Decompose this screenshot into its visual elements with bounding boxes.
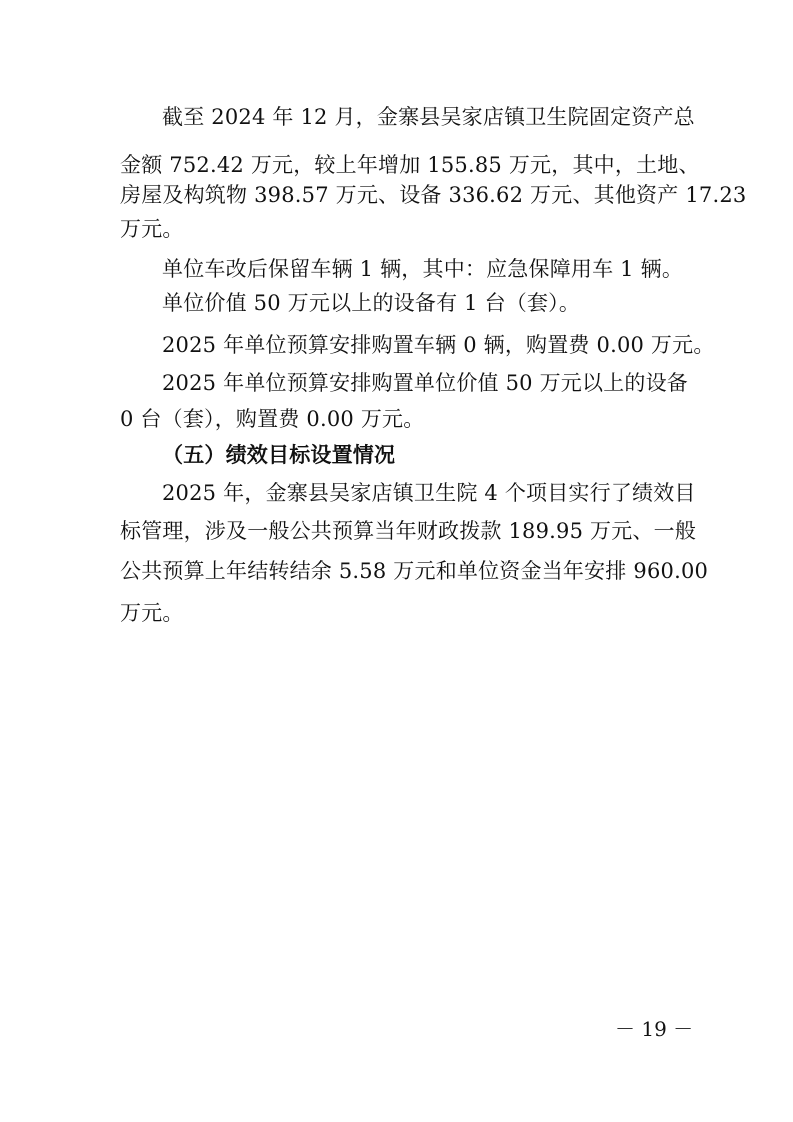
paragraph-fixed-assets-line-4: 万元。: [120, 217, 184, 241]
section-heading-performance-goals: （五）绩效目标设置情况: [162, 442, 396, 467]
paragraph-equipment-budget-line-1: 2025 年单位预算安排购置单位价值 50 万元以上的设备: [162, 371, 688, 395]
paragraph-equipment-budget-line-2: 0 台（套），购置费 0.00 万元。: [120, 407, 425, 431]
paragraph-fixed-assets-line-1: 截至 2024 年 12 月，金寨县吴家店镇卫生院固定资产总: [162, 105, 695, 129]
paragraph-performance-line-3: 公共预算上年结转结余 5.58 万元和单位资金当年安排 960.00: [120, 559, 709, 583]
paragraph-performance-line-1: 2025 年，金寨县吴家店镇卫生院 4 个项目实行了绩效目: [162, 481, 696, 505]
page-number: － 19 －: [615, 1017, 694, 1041]
paragraph-performance-line-4: 万元。: [120, 601, 184, 625]
paragraph-fixed-assets-line-2: 金额 752.42 万元，较上年增加 155.85 万元，其中，土地、: [120, 153, 700, 177]
paragraph-vehicle-budget: 2025 年单位预算安排购置车辆 0 辆，购置费 0.00 万元。: [162, 333, 715, 357]
paragraph-vehicles: 单位车改后保留车辆 1 辆，其中：应急保障用车 1 辆。: [162, 257, 684, 281]
paragraph-equipment: 单位价值 50 万元以上的设备有 1 台（套）。: [162, 291, 581, 315]
paragraph-performance-line-2: 标管理，涉及一般公共预算当年财政拨款 189.95 万元、一般: [120, 519, 697, 543]
paragraph-fixed-assets-line-3: 房屋及构筑物 398.57 万元、设备 336.62 万元、其他资产 17.23: [120, 183, 747, 207]
